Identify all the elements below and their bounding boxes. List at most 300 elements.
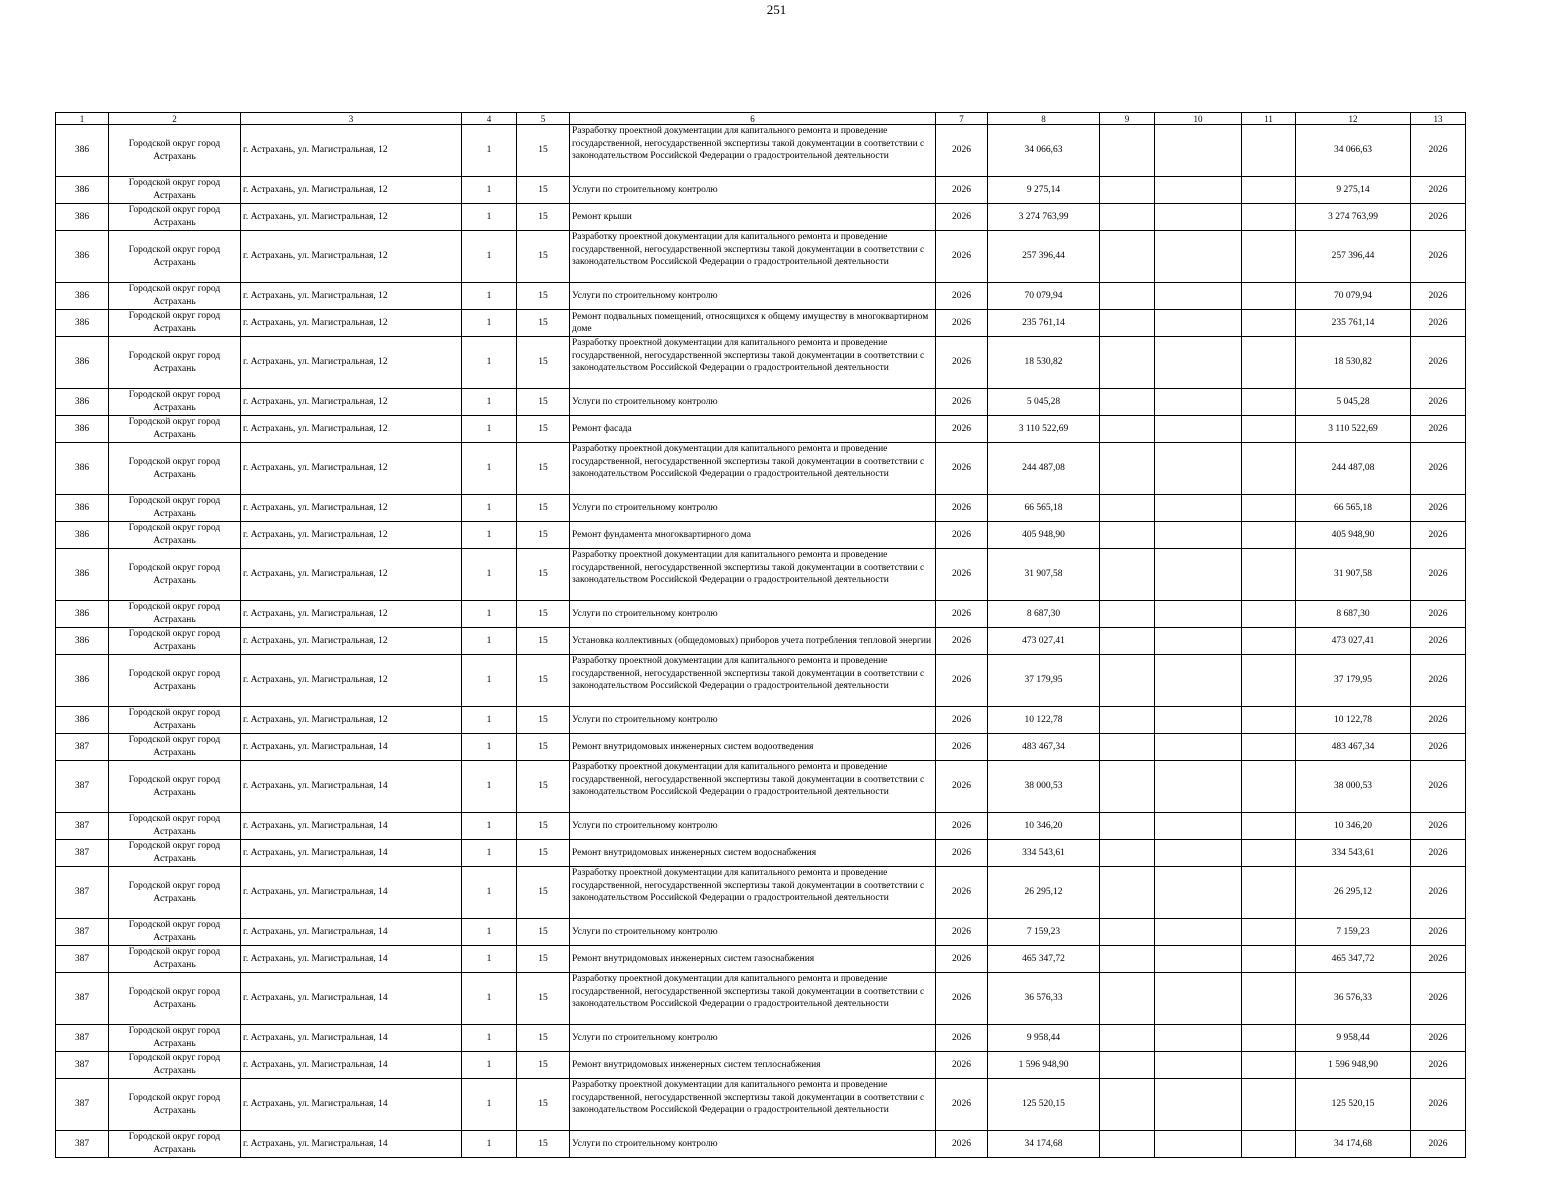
column-4-cell: 1 [462, 337, 517, 389]
total-cost-cell: 1 596 948,90 [988, 1052, 1100, 1079]
header-cell: 1 [56, 113, 109, 125]
table-row [56, 946, 1466, 973]
table-row [56, 973, 1466, 1025]
address-cell: г. Астрахань, ул. Магистральная, 12 [241, 628, 462, 655]
column-4-cell: 1 [462, 231, 517, 283]
column-9-cell [1100, 443, 1155, 495]
row-number-cell: 386 [56, 283, 109, 310]
column-12-cell: 26 295,12 [1296, 867, 1411, 919]
total-cost-cell: 244 487,08 [988, 443, 1100, 495]
row-number-cell: 387 [56, 734, 109, 761]
column-11-cell [1242, 177, 1296, 204]
column-13-cell: 2026 [1411, 1131, 1466, 1158]
column-4-cell: 1 [462, 919, 517, 946]
municipality-cell: Городской округ город Астрахань [109, 1131, 241, 1158]
column-5-cell: 15 [517, 734, 570, 761]
year-cell: 2026 [936, 1052, 988, 1079]
work-type-cell: Разработку проектной документации для капитального ремонта и проведение государственной, негосударственной экспертизы такой документации в соответствии с законодательством Российской Федерации о градостроительной деятельности [570, 125, 936, 177]
municipality-cell: Городской округ город Астрахань [109, 655, 241, 707]
municipality-cell: Городской округ город Астрахань [109, 310, 241, 337]
year-cell: 2026 [936, 310, 988, 337]
column-12-cell: 244 487,08 [1296, 443, 1411, 495]
row-number-cell: 386 [56, 231, 109, 283]
table-row [56, 1131, 1466, 1158]
column-11-cell [1242, 1052, 1296, 1079]
column-5-cell: 15 [517, 337, 570, 389]
table-row [56, 813, 1466, 840]
total-cost-cell: 10 122,78 [988, 707, 1100, 734]
column-12-cell: 36 576,33 [1296, 973, 1411, 1025]
work-type-cell: Разработку проектной документации для капитального ремонта и проведение государственной, негосударственной экспертизы такой документации в соответствии с законодательством Российской Федерации о градостроительной деятельности [570, 443, 936, 495]
column-10-cell [1155, 628, 1242, 655]
address-cell: г. Астрахань, ул. Магистральная, 12 [241, 389, 462, 416]
work-type-cell: Установка коллективных (общедомовых) приборов учета потребления тепловой энергии [570, 628, 936, 655]
address-cell: г. Астрахань, ул. Магистральная, 14 [241, 946, 462, 973]
table-row [56, 734, 1466, 761]
column-13-cell: 2026 [1411, 389, 1466, 416]
column-13-cell: 2026 [1411, 522, 1466, 549]
column-10-cell [1155, 973, 1242, 1025]
header-cell: 9 [1100, 113, 1155, 125]
table-row [56, 522, 1466, 549]
column-5-cell: 15 [517, 443, 570, 495]
column-4-cell: 1 [462, 1052, 517, 1079]
column-13-cell: 2026 [1411, 1052, 1466, 1079]
column-13-cell: 2026 [1411, 1025, 1466, 1052]
address-cell: г. Астрахань, ул. Магистральная, 12 [241, 283, 462, 310]
work-type-cell: Ремонт подвальных помещений, относящихся к общему имуществу в многоквартирном доме [570, 310, 936, 337]
row-number-cell: 387 [56, 919, 109, 946]
total-cost-cell: 38 000,53 [988, 761, 1100, 813]
table-row [56, 1052, 1466, 1079]
column-11-cell [1242, 310, 1296, 337]
table-row [56, 125, 1466, 177]
municipality-cell: Городской округ город Астрахань [109, 628, 241, 655]
column-5-cell: 15 [517, 707, 570, 734]
work-type-cell: Услуги по строительному контролю [570, 1025, 936, 1052]
total-cost-cell: 473 027,41 [988, 628, 1100, 655]
column-12-cell: 235 761,14 [1296, 310, 1411, 337]
column-12-cell: 38 000,53 [1296, 761, 1411, 813]
column-9-cell [1100, 973, 1155, 1025]
column-12-cell: 483 467,34 [1296, 734, 1411, 761]
column-13-cell: 2026 [1411, 628, 1466, 655]
column-10-cell [1155, 761, 1242, 813]
total-cost-cell: 10 346,20 [988, 813, 1100, 840]
column-5-cell: 15 [517, 655, 570, 707]
column-12-cell: 37 179,95 [1296, 655, 1411, 707]
column-11-cell [1242, 919, 1296, 946]
year-cell: 2026 [936, 204, 988, 231]
column-10-cell [1155, 1079, 1242, 1131]
column-9-cell [1100, 416, 1155, 443]
municipality-cell: Городской округ город Астрахань [109, 973, 241, 1025]
column-10-cell [1155, 389, 1242, 416]
address-cell: г. Астрахань, ул. Магистральная, 12 [241, 231, 462, 283]
address-cell: г. Астрахань, ул. Магистральная, 14 [241, 734, 462, 761]
municipality-cell: Городской округ город Астрахань [109, 1052, 241, 1079]
column-5-cell: 15 [517, 919, 570, 946]
row-number-cell: 386 [56, 204, 109, 231]
year-cell: 2026 [936, 337, 988, 389]
column-11-cell [1242, 734, 1296, 761]
column-9-cell [1100, 628, 1155, 655]
column-11-cell [1242, 946, 1296, 973]
column-4-cell: 1 [462, 973, 517, 1025]
total-cost-cell: 125 520,15 [988, 1079, 1100, 1131]
column-12-cell: 3 110 522,69 [1296, 416, 1411, 443]
total-cost-cell: 36 576,33 [988, 973, 1100, 1025]
column-13-cell: 2026 [1411, 177, 1466, 204]
column-12-cell: 5 045,28 [1296, 389, 1411, 416]
work-type-cell: Разработку проектной документации для капитального ремонта и проведение государственной, негосударственной экспертизы такой документации в соответствии с законодательством Российской Федерации о градостроительной деятельности [570, 1079, 936, 1131]
year-cell: 2026 [936, 1131, 988, 1158]
year-cell: 2026 [936, 549, 988, 601]
column-11-cell [1242, 973, 1296, 1025]
column-10-cell [1155, 337, 1242, 389]
column-5-cell: 15 [517, 1052, 570, 1079]
column-10-cell [1155, 1052, 1242, 1079]
year-cell: 2026 [936, 1025, 988, 1052]
work-type-cell: Ремонт фундамента многоквартирного дома [570, 522, 936, 549]
table-row [56, 443, 1466, 495]
column-4-cell: 1 [462, 655, 517, 707]
column-9-cell [1100, 840, 1155, 867]
column-5-cell: 15 [517, 1025, 570, 1052]
column-12-cell: 334 543,61 [1296, 840, 1411, 867]
column-13-cell: 2026 [1411, 655, 1466, 707]
column-5-cell: 15 [517, 946, 570, 973]
year-cell: 2026 [936, 628, 988, 655]
address-cell: г. Астрахань, ул. Магистральная, 14 [241, 973, 462, 1025]
column-4-cell: 1 [462, 1131, 517, 1158]
municipality-cell: Городской округ город Астрахань [109, 840, 241, 867]
work-type-cell: Разработку проектной документации для капитального ремонта и проведение государственной, негосударственной экспертизы такой документации в соответствии с законодательством Российской Федерации о градостроительной деятельности [570, 973, 936, 1025]
column-5-cell: 15 [517, 231, 570, 283]
column-12-cell: 125 520,15 [1296, 1079, 1411, 1131]
column-9-cell [1100, 495, 1155, 522]
work-type-cell: Услуги по строительному контролю [570, 177, 936, 204]
column-4-cell: 1 [462, 522, 517, 549]
column-12-cell: 10 122,78 [1296, 707, 1411, 734]
row-number-cell: 387 [56, 813, 109, 840]
header-cell: 7 [936, 113, 988, 125]
column-12-cell: 34 066,63 [1296, 125, 1411, 177]
table-row [56, 283, 1466, 310]
municipality-cell: Городской округ город Астрахань [109, 761, 241, 813]
year-cell: 2026 [936, 389, 988, 416]
column-13-cell: 2026 [1411, 707, 1466, 734]
header-cell: 10 [1155, 113, 1242, 125]
total-cost-cell: 483 467,34 [988, 734, 1100, 761]
address-cell: г. Астрахань, ул. Магистральная, 14 [241, 1052, 462, 1079]
work-type-cell: Услуги по строительному контролю [570, 283, 936, 310]
row-number-cell: 386 [56, 522, 109, 549]
address-cell: г. Астрахань, ул. Магистральная, 12 [241, 337, 462, 389]
work-type-cell: Ремонт внутридомовых инженерных систем водоотведения [570, 734, 936, 761]
municipality-cell: Городской округ город Астрахань [109, 125, 241, 177]
year-cell: 2026 [936, 813, 988, 840]
total-cost-cell: 66 565,18 [988, 495, 1100, 522]
total-cost-cell: 9 958,44 [988, 1025, 1100, 1052]
column-5-cell: 15 [517, 389, 570, 416]
column-5-cell: 15 [517, 283, 570, 310]
column-13-cell: 2026 [1411, 840, 1466, 867]
column-9-cell [1100, 761, 1155, 813]
column-12-cell: 70 079,94 [1296, 283, 1411, 310]
column-9-cell [1100, 1079, 1155, 1131]
column-11-cell [1242, 495, 1296, 522]
year-cell: 2026 [936, 522, 988, 549]
column-12-cell: 1 596 948,90 [1296, 1052, 1411, 1079]
table-row [56, 1025, 1466, 1052]
row-number-cell: 387 [56, 946, 109, 973]
header-cell: 12 [1296, 113, 1411, 125]
column-9-cell [1100, 177, 1155, 204]
row-number-cell: 386 [56, 495, 109, 522]
column-11-cell [1242, 628, 1296, 655]
page-number: 251 [766, 2, 787, 17]
column-10-cell [1155, 443, 1242, 495]
column-9-cell [1100, 1025, 1155, 1052]
column-9-cell [1100, 1131, 1155, 1158]
year-cell: 2026 [936, 919, 988, 946]
municipality-cell: Городской округ город Астрахань [109, 734, 241, 761]
municipality-cell: Городской округ город Астрахань [109, 549, 241, 601]
work-type-cell: Ремонт крыши [570, 204, 936, 231]
column-5-cell: 15 [517, 813, 570, 840]
year-cell: 2026 [936, 840, 988, 867]
column-9-cell [1100, 1052, 1155, 1079]
row-number-cell: 386 [56, 337, 109, 389]
column-5-cell: 15 [517, 1131, 570, 1158]
total-cost-cell: 257 396,44 [988, 231, 1100, 283]
address-cell: г. Астрахань, ул. Магистральная, 14 [241, 840, 462, 867]
column-13-cell: 2026 [1411, 283, 1466, 310]
total-cost-cell: 34 174,68 [988, 1131, 1100, 1158]
column-9-cell [1100, 125, 1155, 177]
address-cell: г. Астрахань, ул. Магистральная, 14 [241, 867, 462, 919]
column-10-cell [1155, 177, 1242, 204]
column-12-cell: 34 174,68 [1296, 1131, 1411, 1158]
table-row [56, 310, 1466, 337]
municipality-cell: Городской округ город Астрахань [109, 867, 241, 919]
column-5-cell: 15 [517, 549, 570, 601]
address-cell: г. Астрахань, ул. Магистральная, 12 [241, 310, 462, 337]
work-type-cell: Ремонт внутридомовых инженерных систем теплоснабжения [570, 1052, 936, 1079]
address-cell: г. Астрахань, ул. Магистральная, 12 [241, 549, 462, 601]
address-cell: г. Астрахань, ул. Магистральная, 12 [241, 495, 462, 522]
table-row [56, 177, 1466, 204]
total-cost-cell: 3 110 522,69 [988, 416, 1100, 443]
row-number-cell: 387 [56, 1052, 109, 1079]
column-12-cell: 9 275,14 [1296, 177, 1411, 204]
year-cell: 2026 [936, 125, 988, 177]
column-10-cell [1155, 125, 1242, 177]
column-13-cell: 2026 [1411, 125, 1466, 177]
column-12-cell: 18 530,82 [1296, 337, 1411, 389]
address-cell: г. Астрахань, ул. Магистральная, 14 [241, 761, 462, 813]
column-10-cell [1155, 919, 1242, 946]
address-cell: г. Астрахань, ул. Магистральная, 12 [241, 177, 462, 204]
header-row [56, 113, 1466, 125]
column-9-cell [1100, 655, 1155, 707]
row-number-cell: 387 [56, 761, 109, 813]
work-type-cell: Разработку проектной документации для капитального ремонта и проведение государственной, негосударственной экспертизы такой документации в соответствии с законодательством Российской Федерации о градостроительной деятельности [570, 761, 936, 813]
row-number-cell: 387 [56, 1079, 109, 1131]
column-12-cell: 257 396,44 [1296, 231, 1411, 283]
column-13-cell: 2026 [1411, 734, 1466, 761]
column-9-cell [1100, 601, 1155, 628]
column-12-cell: 473 027,41 [1296, 628, 1411, 655]
column-13-cell: 2026 [1411, 416, 1466, 443]
row-number-cell: 386 [56, 707, 109, 734]
address-cell: г. Астрахань, ул. Магистральная, 12 [241, 443, 462, 495]
column-11-cell [1242, 231, 1296, 283]
year-cell: 2026 [936, 761, 988, 813]
total-cost-cell: 18 530,82 [988, 337, 1100, 389]
total-cost-cell: 405 948,90 [988, 522, 1100, 549]
column-9-cell [1100, 867, 1155, 919]
column-10-cell [1155, 655, 1242, 707]
municipality-cell: Городской округ город Астрахань [109, 443, 241, 495]
work-type-cell: Услуги по строительному контролю [570, 813, 936, 840]
address-cell: г. Астрахань, ул. Магистральная, 12 [241, 707, 462, 734]
table-row [56, 549, 1466, 601]
column-11-cell [1242, 283, 1296, 310]
municipality-cell: Городской округ город Астрахань [109, 337, 241, 389]
table-row [56, 655, 1466, 707]
column-13-cell: 2026 [1411, 443, 1466, 495]
work-type-cell: Услуги по строительному контролю [570, 495, 936, 522]
total-cost-cell: 31 907,58 [988, 549, 1100, 601]
work-type-cell: Разработку проектной документации для капитального ремонта и проведение государственной, негосударственной экспертизы такой документации в соответствии с законодательством Российской Федерации о градостроительной деятельности [570, 867, 936, 919]
column-5-cell: 15 [517, 1079, 570, 1131]
column-5-cell: 15 [517, 495, 570, 522]
table-row [56, 416, 1466, 443]
year-cell: 2026 [936, 655, 988, 707]
address-cell: г. Астрахань, ул. Магистральная, 12 [241, 522, 462, 549]
column-13-cell: 2026 [1411, 919, 1466, 946]
column-13-cell: 2026 [1411, 813, 1466, 840]
register-table [55, 112, 1466, 1158]
header-cell: 3 [241, 113, 462, 125]
address-cell: г. Астрахань, ул. Магистральная, 14 [241, 1131, 462, 1158]
column-11-cell [1242, 1079, 1296, 1131]
municipality-cell: Городской округ город Астрахань [109, 283, 241, 310]
work-type-cell: Разработку проектной документации для капитального ремонта и проведение государственной, негосударственной экспертизы такой документации в соответствии с законодательством Российской Федерации о градостроительной деятельности [570, 549, 936, 601]
column-4-cell: 1 [462, 734, 517, 761]
work-type-cell: Ремонт фасада [570, 416, 936, 443]
column-12-cell: 8 687,30 [1296, 601, 1411, 628]
address-cell: г. Астрахань, ул. Магистральная, 12 [241, 125, 462, 177]
column-5-cell: 15 [517, 761, 570, 813]
row-number-cell: 387 [56, 840, 109, 867]
column-13-cell: 2026 [1411, 867, 1466, 919]
address-cell: г. Астрахань, ул. Магистральная, 14 [241, 813, 462, 840]
municipality-cell: Городской округ город Астрахань [109, 601, 241, 628]
column-4-cell: 1 [462, 1079, 517, 1131]
table-row [56, 231, 1466, 283]
address-cell: г. Астрахань, ул. Магистральная, 12 [241, 601, 462, 628]
column-12-cell: 66 565,18 [1296, 495, 1411, 522]
year-cell: 2026 [936, 495, 988, 522]
column-10-cell [1155, 840, 1242, 867]
column-10-cell [1155, 283, 1242, 310]
column-11-cell [1242, 389, 1296, 416]
column-4-cell: 1 [462, 840, 517, 867]
address-cell: г. Астрахань, ул. Магистральная, 14 [241, 1025, 462, 1052]
table-body [56, 125, 1466, 1158]
column-13-cell: 2026 [1411, 204, 1466, 231]
column-4-cell: 1 [462, 495, 517, 522]
column-5-cell: 15 [517, 416, 570, 443]
column-11-cell [1242, 655, 1296, 707]
municipality-cell: Городской округ город Астрахань [109, 1079, 241, 1131]
column-5-cell: 15 [517, 867, 570, 919]
column-13-cell: 2026 [1411, 495, 1466, 522]
column-12-cell: 9 958,44 [1296, 1025, 1411, 1052]
row-number-cell: 386 [56, 655, 109, 707]
column-5-cell: 15 [517, 973, 570, 1025]
column-13-cell: 2026 [1411, 310, 1466, 337]
municipality-cell: Городской округ город Астрахань [109, 389, 241, 416]
column-5-cell: 15 [517, 310, 570, 337]
header-cell: 6 [570, 113, 936, 125]
column-13-cell: 2026 [1411, 973, 1466, 1025]
total-cost-cell: 5 045,28 [988, 389, 1100, 416]
header-cell: 5 [517, 113, 570, 125]
column-11-cell [1242, 1025, 1296, 1052]
column-11-cell [1242, 337, 1296, 389]
year-cell: 2026 [936, 973, 988, 1025]
column-13-cell: 2026 [1411, 337, 1466, 389]
work-type-cell: Услуги по строительному контролю [570, 1131, 936, 1158]
row-number-cell: 386 [56, 416, 109, 443]
column-11-cell [1242, 1131, 1296, 1158]
header-cell: 2 [109, 113, 241, 125]
municipality-cell: Городской округ город Астрахань [109, 231, 241, 283]
table-row [56, 495, 1466, 522]
year-cell: 2026 [936, 946, 988, 973]
column-9-cell [1100, 549, 1155, 601]
table-row [56, 389, 1466, 416]
column-10-cell [1155, 231, 1242, 283]
column-5-cell: 15 [517, 204, 570, 231]
column-9-cell [1100, 389, 1155, 416]
column-10-cell [1155, 416, 1242, 443]
column-4-cell: 1 [462, 946, 517, 973]
column-10-cell [1155, 204, 1242, 231]
row-number-cell: 387 [56, 973, 109, 1025]
column-12-cell: 3 274 763,99 [1296, 204, 1411, 231]
row-number-cell: 386 [56, 389, 109, 416]
table-row [56, 337, 1466, 389]
year-cell: 2026 [936, 601, 988, 628]
year-cell: 2026 [936, 416, 988, 443]
year-cell: 2026 [936, 231, 988, 283]
total-cost-cell: 70 079,94 [988, 283, 1100, 310]
column-11-cell [1242, 813, 1296, 840]
work-type-cell: Услуги по строительному контролю [570, 707, 936, 734]
total-cost-cell: 3 274 763,99 [988, 204, 1100, 231]
column-4-cell: 1 [462, 125, 517, 177]
municipality-cell: Городской округ город Астрахань [109, 813, 241, 840]
year-cell: 2026 [936, 707, 988, 734]
column-5-cell: 15 [517, 628, 570, 655]
total-cost-cell: 37 179,95 [988, 655, 1100, 707]
column-10-cell [1155, 601, 1242, 628]
